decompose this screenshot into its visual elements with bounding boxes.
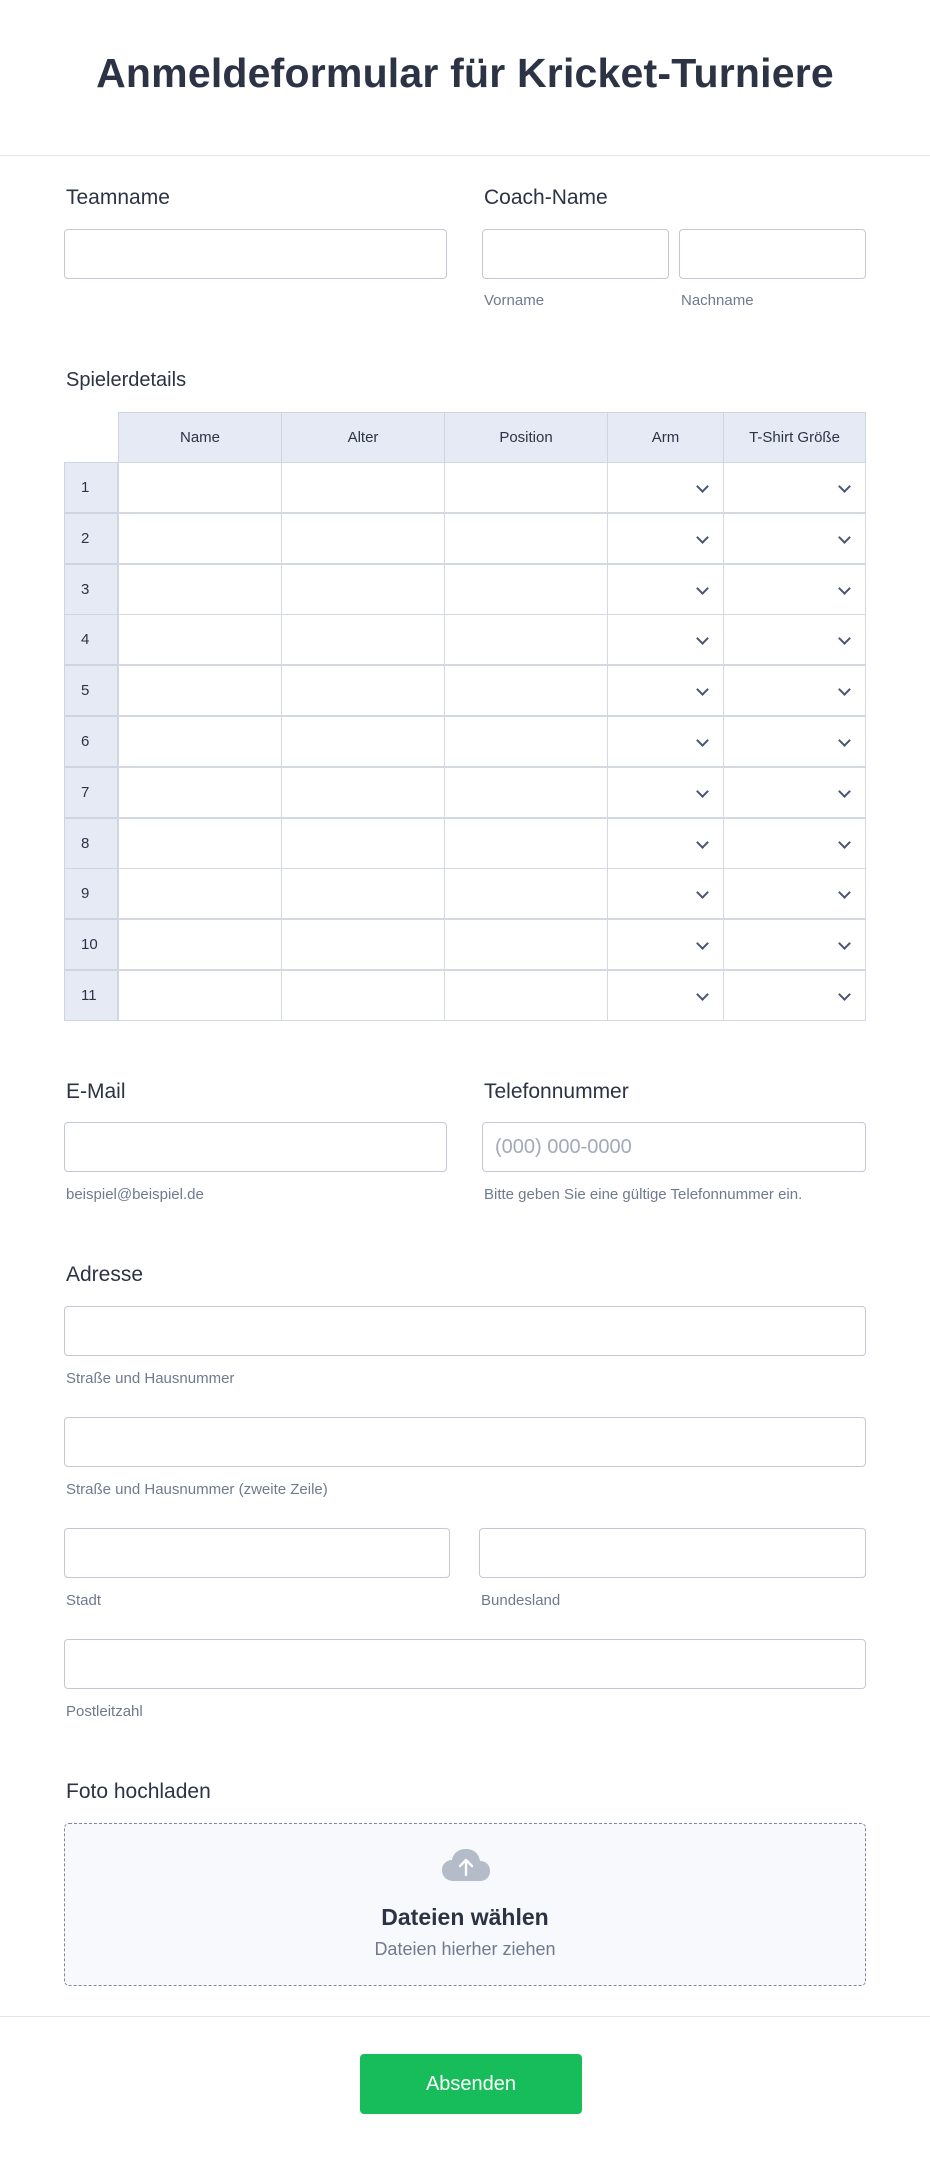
player-arm-select[interactable]	[607, 716, 724, 767]
city-input[interactable]	[64, 1528, 450, 1578]
player-position-input[interactable]	[444, 716, 608, 767]
player-tshirt-size-select[interactable]	[723, 564, 866, 615]
coach-name-label: Coach-Name	[484, 186, 608, 209]
zip-input[interactable]	[64, 1639, 866, 1689]
player-position-input[interactable]	[444, 868, 608, 919]
player-name-input[interactable]	[118, 970, 282, 1021]
cloud-upload-icon	[441, 1848, 491, 1882]
footer-divider	[0, 2016, 930, 2017]
coach-last-name-input[interactable]	[679, 229, 866, 279]
player-position-input[interactable]	[444, 919, 608, 970]
player-tshirt-size-select[interactable]	[723, 970, 866, 1021]
row-number: 10	[64, 919, 118, 970]
player-tshirt-size-select[interactable]	[723, 716, 866, 767]
coach-first-name-input[interactable]	[482, 229, 669, 279]
player-tshirt-size-select[interactable]	[723, 868, 866, 919]
street-line2-input[interactable]	[64, 1417, 866, 1467]
player-age-input[interactable]	[281, 868, 445, 919]
player-position-input[interactable]	[444, 970, 608, 1021]
page-title: Anmeldeformular für Kricket-Turniere	[96, 50, 834, 96]
player-age-input[interactable]	[281, 818, 445, 869]
player-tshirt-size-select[interactable]	[723, 919, 866, 970]
player-name-input[interactable]	[118, 818, 282, 869]
street-line2-sublabel: Straße und Hausnummer (zweite Zeile)	[66, 1481, 328, 1498]
zip-sublabel: Postleitzahl	[66, 1703, 143, 1720]
email-input[interactable]	[64, 1122, 447, 1172]
player-position-input[interactable]	[444, 818, 608, 869]
player-age-input[interactable]	[281, 665, 445, 716]
row-number: 2	[64, 513, 118, 564]
player-tshirt-size-select[interactable]	[723, 818, 866, 869]
city-sublabel: Stadt	[66, 1592, 102, 1609]
player-tshirt-size-select[interactable]	[723, 513, 866, 564]
player-position-input[interactable]	[444, 614, 608, 665]
column-header-age: Alter	[281, 412, 445, 463]
player-tshirt-size-select[interactable]	[723, 462, 866, 513]
player-arm-select[interactable]	[607, 614, 724, 665]
row-number: 3	[64, 564, 118, 615]
player-name-input[interactable]	[118, 614, 282, 665]
player-age-input[interactable]	[281, 614, 445, 665]
player-age-input[interactable]	[281, 919, 445, 970]
file-upload-dropzone[interactable]	[64, 1823, 866, 1986]
choose-files-text[interactable]: Dateien wählen	[381, 1904, 549, 1930]
player-name-input[interactable]	[118, 868, 282, 919]
row-number: 9	[64, 868, 118, 919]
row-number: 5	[64, 665, 118, 716]
form-header	[0, 0, 930, 156]
player-arm-select[interactable]	[607, 513, 724, 564]
player-name-input[interactable]	[118, 767, 282, 818]
player-position-input[interactable]	[444, 513, 608, 564]
column-header-arm: Arm	[607, 412, 724, 463]
row-number: 1	[64, 462, 118, 513]
player-name-input[interactable]	[118, 919, 282, 970]
player-details-label: Spielerdetails	[66, 369, 187, 391]
phone-label: Telefonnummer	[484, 1080, 629, 1103]
player-arm-select[interactable]	[607, 665, 724, 716]
player-age-input[interactable]	[281, 767, 445, 818]
email-label: E-Mail	[66, 1080, 126, 1103]
player-arm-select[interactable]	[607, 970, 724, 1021]
player-arm-select[interactable]	[607, 462, 724, 513]
submit-button[interactable]: Absenden	[360, 2054, 582, 2114]
player-position-input[interactable]	[444, 665, 608, 716]
row-number: 11	[64, 970, 118, 1021]
player-position-input[interactable]	[444, 767, 608, 818]
phone-sublabel: Bitte geben Sie eine gültige Telefonnummer ein.	[484, 1186, 803, 1203]
player-tshirt-size-select[interactable]	[723, 614, 866, 665]
player-name-input[interactable]	[118, 513, 282, 564]
player-tshirt-size-select[interactable]	[723, 665, 866, 716]
player-position-input[interactable]	[444, 462, 608, 513]
column-header-position: Position	[444, 412, 608, 463]
row-number: 7	[64, 767, 118, 818]
first-name-sublabel: Vorname	[484, 292, 545, 309]
state-input[interactable]	[479, 1528, 866, 1578]
row-number: 4	[64, 614, 118, 665]
photo-upload-label: Foto hochladen	[66, 1780, 211, 1803]
player-arm-select[interactable]	[607, 868, 724, 919]
player-age-input[interactable]	[281, 513, 445, 564]
drag-files-text: Dateien hierher ziehen	[374, 1939, 556, 1959]
player-age-input[interactable]	[281, 716, 445, 767]
column-header-tshirt-size: T-Shirt Größe	[723, 412, 866, 463]
player-position-input[interactable]	[444, 564, 608, 615]
player-arm-select[interactable]	[607, 919, 724, 970]
player-arm-select[interactable]	[607, 564, 724, 615]
player-age-input[interactable]	[281, 970, 445, 1021]
player-name-input[interactable]	[118, 564, 282, 615]
street-sublabel: Straße und Hausnummer	[66, 1370, 235, 1387]
player-tshirt-size-select[interactable]	[723, 767, 866, 818]
email-sublabel: beispiel@beispiel.de	[66, 1186, 204, 1203]
street-input[interactable]	[64, 1306, 866, 1356]
state-sublabel: Bundesland	[481, 1592, 561, 1609]
address-label: Adresse	[66, 1263, 144, 1286]
row-number: 6	[64, 716, 118, 767]
player-arm-select[interactable]	[607, 818, 724, 869]
phone-input[interactable]	[482, 1122, 866, 1172]
team-name-input[interactable]	[64, 229, 447, 279]
player-name-input[interactable]	[118, 716, 282, 767]
player-name-input[interactable]	[118, 462, 282, 513]
team-name-label: Teamname	[66, 186, 170, 209]
player-age-input[interactable]	[281, 564, 445, 615]
player-name-input[interactable]	[118, 665, 282, 716]
player-age-input[interactable]	[281, 462, 445, 513]
column-header-name: Name	[118, 412, 282, 463]
player-arm-select[interactable]	[607, 767, 724, 818]
last-name-sublabel: Nachname	[681, 292, 754, 309]
row-number: 8	[64, 818, 118, 869]
